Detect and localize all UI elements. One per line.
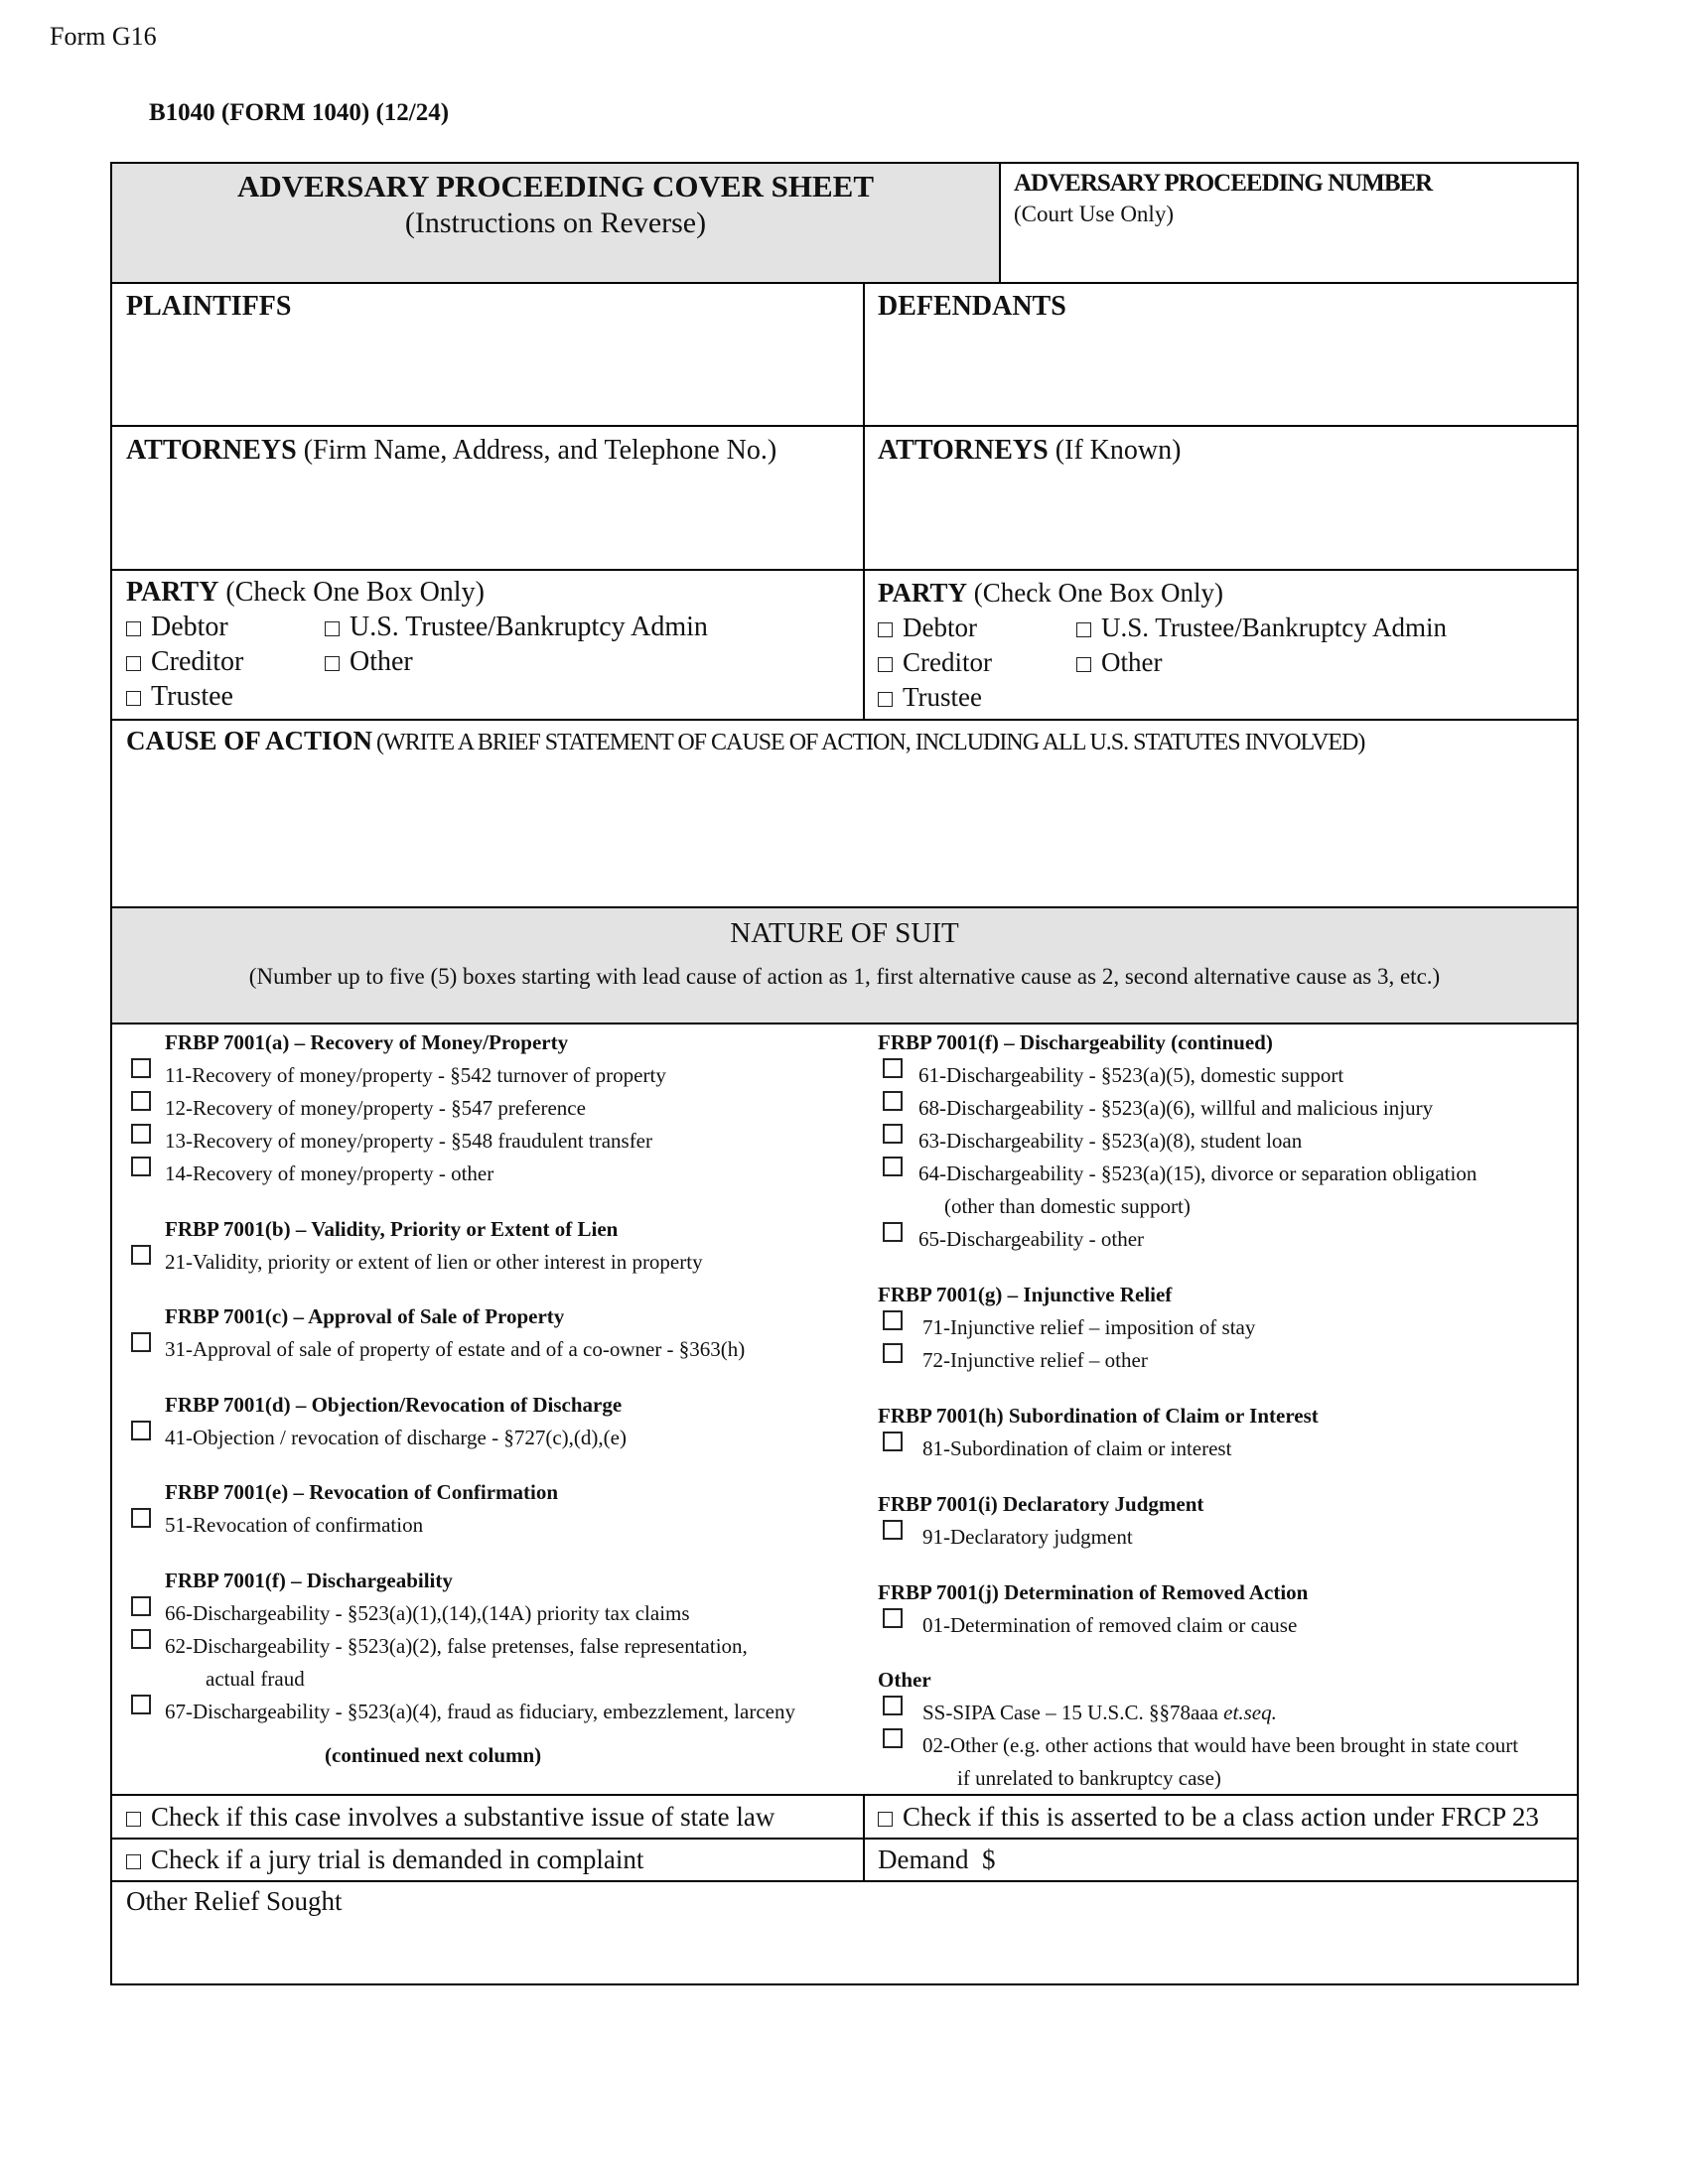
frbp-7001e-heading: FRBP 7001(e) – Revocation of Confirmation	[165, 1480, 559, 1504]
checkbox-31[interactable]	[131, 1332, 151, 1352]
checkbox-51[interactable]	[131, 1508, 151, 1528]
party-defendant-label	[878, 578, 1223, 609]
checkbox-icon[interactable]	[126, 656, 141, 671]
party-plaintiff-trustee[interactable]: Trustee	[126, 681, 233, 713]
party-defendant-debtor[interactable]: Debtor	[878, 613, 977, 643]
checkbox-icon[interactable]	[325, 656, 340, 671]
party-plaintiff-note: (Check One Box Only)	[225, 577, 485, 608]
nature-of-suit-title: NATURE OF SUIT	[730, 917, 959, 949]
suit-31: 31-Approval of sale of property of estate and of a co-owner - §363(h)	[165, 1337, 746, 1361]
frbp-7001f-heading: FRBP 7001(f) – Dischargeability	[165, 1569, 453, 1592]
form-title: ADVERSARY PROCEEDING COVER SHEET	[236, 169, 875, 204]
party-defendant-other[interactable]: Other	[1076, 647, 1162, 678]
checkbox-72[interactable]	[883, 1343, 903, 1363]
class-action-check[interactable]: Check if this is asserted to be a class action under FRCP 23	[878, 1802, 1539, 1833]
party-defendant-title: PARTY	[878, 578, 968, 608]
other-heading: Other	[878, 1668, 931, 1692]
et-seq: et.seq.	[1223, 1701, 1277, 1724]
party-plaintiff-trustee-admin[interactable]: U.S. Trustee/Bankruptcy Admin	[325, 612, 708, 643]
frbp-7001g-heading: FRBP 7001(g) – Injunctive Relief	[878, 1283, 1173, 1306]
form-code: B1040 (FORM 1040) (12/24)	[149, 99, 450, 126]
jury-trial-check[interactable]: Check if a jury trial is demanded in complaint	[126, 1844, 643, 1875]
attorneys-plaintiff-label	[126, 435, 776, 467]
suit-ss-sipa: SS-SIPA Case – 15 U.S.C. §§78aaa et.seq.	[922, 1701, 1277, 1724]
checkbox-icon[interactable]	[126, 691, 141, 706]
party-plaintiff-other[interactable]: Other	[325, 646, 413, 678]
suit-62: 62-Dischargeability - §523(a)(2), false pretenses, false representation,	[165, 1634, 748, 1658]
checkbox-icon[interactable]	[878, 657, 893, 672]
attorneys-defendant-label	[878, 435, 1181, 467]
divider	[999, 162, 1001, 282]
defendants-label: DEFENDANTS	[878, 291, 1066, 322]
attorneys-plaintiff-note: (Firm Name, Address, and Telephone No.)	[303, 435, 777, 466]
checkbox-14[interactable]	[131, 1157, 151, 1176]
divider	[110, 569, 1579, 571]
plaintiffs-label: PLAINTIFFS	[126, 291, 292, 322]
suit-13: 13-Recovery of money/property - §548 fraudulent transfer	[165, 1129, 652, 1153]
demand-field[interactable]: Demand $	[878, 1844, 996, 1874]
divider	[110, 1880, 1579, 1882]
checkbox-61[interactable]	[883, 1058, 903, 1078]
suit-14: 14-Recovery of money/property - other	[165, 1161, 494, 1185]
frbp-7001a-heading: FRBP 7001(a) – Recovery of Money/Property	[165, 1030, 569, 1054]
suit-64-continued: (other than domestic support)	[944, 1194, 1191, 1218]
party-defendant-trustee[interactable]: Trustee	[878, 682, 982, 713]
checkbox-01[interactable]	[883, 1608, 903, 1628]
suit-51: 51-Revocation of confirmation	[165, 1513, 424, 1537]
checkbox-icon[interactable]	[1076, 657, 1091, 672]
form-subtitle: (Instructions on Reverse)	[404, 206, 707, 239]
suit-65: 65-Dischargeability - other	[918, 1227, 1145, 1251]
proceeding-number-note: (Court Use Only)	[1014, 202, 1174, 226]
suit-63: 63-Dischargeability - §523(a)(8), student loan	[918, 1129, 1303, 1153]
checkbox-icon[interactable]	[126, 621, 141, 636]
suit-91: 91-Declaratory judgment	[922, 1525, 1133, 1549]
suit-64: 64-Dischargeability - §523(a)(15), divorce or separation obligation	[918, 1161, 1477, 1185]
other-relief-label: Other Relief Sought	[126, 1886, 343, 1916]
frbp-7001b-heading: FRBP 7001(b) – Validity, Priority or Extent of Lien	[165, 1217, 619, 1241]
frbp-7001h-heading: FRBP 7001(h) Subordination of Claim or Interest	[878, 1404, 1319, 1428]
attorneys-defendant-note: (If Known)	[1055, 435, 1182, 466]
frbp-7001i-heading: FRBP 7001(i) Declaratory Judgment	[878, 1492, 1204, 1516]
checkbox-71[interactable]	[883, 1310, 903, 1330]
party-plaintiff-creditor[interactable]: Creditor	[126, 646, 243, 678]
suit-66: 66-Dischargeability - §523(a)(1),(14),(14A) priority tax claims	[165, 1601, 690, 1625]
attorneys-defendant-title: ATTORNEYS	[878, 435, 1049, 466]
checkbox-icon[interactable]	[126, 1812, 141, 1827]
suit-68: 68-Dischargeability - §523(a)(6), willful and malicious injury	[918, 1096, 1434, 1120]
suit-81: 81-Subordination of claim or interest	[922, 1436, 1232, 1460]
party-defendant-note: (Check One Box Only)	[973, 578, 1223, 608]
checkbox-62[interactable]	[131, 1629, 151, 1649]
cause-of-action-label	[126, 726, 1364, 756]
checkbox-64[interactable]	[883, 1157, 903, 1176]
checkbox-68[interactable]	[883, 1091, 903, 1111]
checkbox-67[interactable]	[131, 1695, 151, 1714]
checkbox-66[interactable]	[131, 1596, 151, 1616]
suit-01: 01-Determination of removed claim or cause	[922, 1613, 1298, 1637]
checkbox-icon[interactable]	[1076, 622, 1091, 637]
checkbox-11[interactable]	[131, 1058, 151, 1078]
divider	[863, 282, 865, 719]
checkbox-21[interactable]	[131, 1245, 151, 1265]
checkbox-icon[interactable]	[878, 622, 893, 637]
party-plaintiff-debtor[interactable]: Debtor	[126, 612, 228, 643]
frbp-7001d-heading: FRBP 7001(d) – Objection/Revocation of Discharge	[165, 1393, 623, 1417]
state-law-check[interactable]: Check if this case involves a substantive issue of state law	[126, 1802, 774, 1833]
divider	[110, 1794, 1579, 1796]
checkbox-65[interactable]	[883, 1222, 903, 1242]
cause-of-action-title: CAUSE OF ACTION	[126, 726, 373, 755]
divider	[110, 425, 1579, 427]
party-defendant-creditor[interactable]: Creditor	[878, 647, 992, 678]
frbp-7001c-heading: FRBP 7001(c) – Approval of Sale of Property	[165, 1304, 565, 1328]
checkbox-02[interactable]	[883, 1728, 903, 1748]
continued-note: (continued next column)	[325, 1743, 542, 1767]
suit-72: 72-Injunctive relief – other	[922, 1348, 1148, 1372]
form-label: Form G16	[50, 22, 157, 51]
divider	[110, 282, 1579, 284]
frbp-7001j-heading: FRBP 7001(j) Determination of Removed Action	[878, 1580, 1309, 1604]
suit-41: 41-Objection / revocation of discharge - §727(c),(d),(e)	[165, 1426, 627, 1449]
party-plaintiff-title: PARTY	[126, 577, 219, 608]
cause-of-action-note: (WRITE A BRIEF STATEMENT OF CAUSE OF ACTION, INCLUDING ALL U.S. STATUTES INVOLVED)	[376, 730, 1365, 755]
proceeding-number-label: ADVERSARY PROCEEDING NUMBER	[1014, 170, 1433, 197]
checkbox-13[interactable]	[131, 1124, 151, 1144]
divider	[110, 1838, 1579, 1840]
checkbox-icon[interactable]	[878, 1812, 893, 1827]
checkbox-12[interactable]	[131, 1091, 151, 1111]
suit-02: 02-Other (e.g. other actions that would have been brought in state court	[922, 1733, 1519, 1757]
checkbox-81[interactable]	[883, 1432, 903, 1451]
party-defendant-trustee-admin[interactable]: U.S. Trustee/Bankruptcy Admin	[1076, 613, 1447, 643]
frbp-7001f-continued-heading: FRBP 7001(f) – Dischargeability (continued)	[878, 1030, 1273, 1054]
checkbox-icon[interactable]	[325, 621, 340, 636]
checkbox-91[interactable]	[883, 1520, 903, 1540]
divider	[110, 906, 1579, 908]
checkbox-icon[interactable]	[126, 1854, 141, 1869]
divider	[110, 719, 1579, 721]
suit-12: 12-Recovery of money/property - §547 preference	[165, 1096, 586, 1120]
suit-61: 61-Dischargeability - §523(a)(5), domestic support	[918, 1063, 1344, 1087]
divider	[110, 1023, 1579, 1024]
party-plaintiff-label	[126, 577, 485, 609]
attorneys-plaintiff-title: ATTORNEYS	[126, 435, 297, 466]
suit-71: 71-Injunctive relief – imposition of stay	[922, 1315, 1256, 1339]
checkbox-ss[interactable]	[883, 1696, 903, 1715]
suit-62-continued: actual fraud	[206, 1667, 305, 1691]
checkbox-63[interactable]	[883, 1124, 903, 1144]
checkbox-41[interactable]	[131, 1421, 151, 1440]
suit-21: 21-Validity, priority or extent of lien or other interest in property	[165, 1250, 703, 1274]
suit-67: 67-Dischargeability - §523(a)(4), fraud as fiduciary, embezzlement, larceny	[165, 1700, 795, 1723]
nature-of-suit-instruction: (Number up to five (5) boxes starting with lead cause of action as 1, first alternative cause as 2, second alternative cause as 3, etc.)	[248, 964, 1441, 989]
suit-11: 11-Recovery of money/property - §542 turnover of property	[165, 1063, 666, 1087]
checkbox-icon[interactable]	[878, 692, 893, 707]
suit-02-continued: if unrelated to bankruptcy case)	[957, 1766, 1221, 1790]
